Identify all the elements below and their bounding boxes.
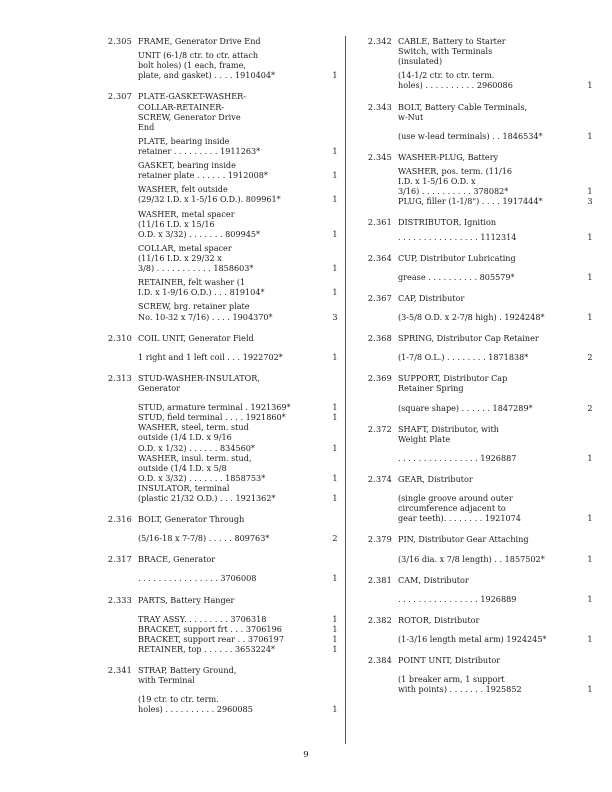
- part-quantity: 2: [332, 533, 338, 544]
- entry-number: 2.384: [367, 655, 392, 666]
- part-line: [138, 136, 342, 156]
- part-description-line: [398, 166, 597, 196]
- part-line: [398, 196, 597, 206]
- parts-entry: [352, 293, 597, 322]
- part-quantity: 1: [587, 452, 593, 463]
- part-quantity: 1: [332, 228, 338, 239]
- part-number: 3706196: [245, 623, 282, 634]
- part-number: 1857502*: [504, 553, 545, 564]
- part-description-line: [138, 453, 342, 483]
- parts-entry: [352, 373, 597, 412]
- part-description-line: [138, 614, 342, 624]
- entry-number: 2.341: [107, 665, 132, 676]
- part-line: [398, 634, 597, 644]
- part-quantity: 1: [332, 644, 338, 655]
- part-description: WASHER, steel, term. stud outside (1/4 I.D. x 9/16 O.D. x 1/32) . . . . . .: [138, 422, 249, 453]
- entry-title: CUP, Distributor Lubricating: [398, 252, 516, 263]
- entry-title: PIN, Distributor Gear Attaching: [398, 534, 529, 545]
- part-number: 809961*: [245, 194, 281, 205]
- part-line: [138, 412, 342, 422]
- part-quantity: 2: [587, 352, 593, 363]
- entry-number: 2.305: [107, 36, 132, 46]
- part-description: STUD, field terminal . . . .: [138, 412, 244, 423]
- part-quantity: 1: [332, 623, 338, 634]
- part-description-line: [398, 272, 597, 282]
- parts-entry: [352, 102, 597, 141]
- part-line: [138, 694, 342, 714]
- part-description: PLUG, filler (1-1/8") . . . .: [398, 196, 500, 207]
- part-number: 1912008*: [227, 170, 268, 181]
- left-column: [92, 36, 342, 726]
- entry-title: BOLT, Generator Through: [138, 514, 245, 525]
- part-line: [138, 277, 342, 297]
- entry-title: CAP, Distributor: [398, 292, 465, 303]
- part-line: [398, 70, 597, 90]
- part-description-line: [138, 644, 342, 654]
- entry-title: BOLT, Battery Cable Terminals, w-Nut: [398, 101, 528, 122]
- part-line: [138, 533, 342, 543]
- parts-entry: [352, 615, 597, 644]
- part-description-line: [138, 352, 342, 362]
- part-description: (1-3/16 length metal arm): [398, 633, 504, 644]
- part-number: 805579*: [479, 271, 515, 282]
- part-number: 2960086: [476, 80, 513, 91]
- part-description: WASHER, felt outside (29/32 I.D. x 1-5/16 O.D.).: [138, 184, 244, 205]
- part-number: 1926887: [480, 452, 517, 463]
- part-number: 1924248*: [504, 311, 545, 322]
- part-description-line: [398, 232, 597, 242]
- part-number: 3653224*: [235, 644, 276, 655]
- entry-title: POINT UNIT, Distributor: [398, 655, 501, 666]
- part-description-line: [398, 674, 597, 694]
- part-line: [138, 634, 342, 644]
- entry-number: 2.369: [367, 373, 392, 384]
- part-quantity: 1: [332, 194, 338, 205]
- entry-number: 2.345: [367, 151, 392, 162]
- part-description-line: [398, 594, 597, 604]
- part-line: [398, 403, 597, 413]
- parts-entry: [92, 554, 342, 583]
- part-description: grease . . . . . . . . . .: [398, 271, 478, 282]
- part-quantity: 1: [587, 186, 593, 197]
- part-number: 1858603*: [213, 263, 254, 274]
- entry-title: PLATE-GASKET-WASHER- COLLAR-RETAINER- SCREW, Generator Drive End: [138, 91, 246, 132]
- parts-entry: [352, 655, 597, 694]
- part-line: [398, 272, 597, 282]
- part-description-line: [398, 312, 597, 322]
- part-description: BRACKET, support rear . .: [138, 633, 246, 644]
- part-number: 378082*: [473, 186, 509, 197]
- parts-entry: [92, 595, 342, 655]
- part-description: WASHER, metal spacer (11/16 I.D. x 15/16 O.D. x 3/32) . . . . . . .: [138, 208, 235, 239]
- part-line: [138, 624, 342, 634]
- entry-number: 2.343: [367, 101, 392, 112]
- part-line: [138, 644, 342, 654]
- part-description-line: [138, 533, 342, 543]
- parts-entry: [92, 333, 342, 362]
- part-number: 3706318: [230, 613, 267, 624]
- part-description: . . . . . . . . . . . . . . . .: [138, 573, 218, 584]
- part-description: STUD, armature terminal .: [138, 402, 248, 413]
- part-quantity: 1: [587, 231, 593, 242]
- part-description-line: [138, 243, 342, 273]
- part-quantity: 1: [332, 442, 338, 453]
- part-quantity: 1: [587, 684, 593, 695]
- parts-entry: [352, 424, 597, 463]
- part-description: (single groove around outer circumference adjacent to gear teeth). . . . . . . .: [398, 493, 513, 524]
- part-description-line: [398, 131, 597, 141]
- part-description: GASKET, bearing inside retainer plate . . . . . .: [138, 160, 236, 181]
- part-number: 1926889: [480, 593, 517, 604]
- parts-entry: [92, 91, 342, 321]
- entry-title: CABLE, Battery to Starter Switch, with Terminals (insulated): [398, 36, 506, 67]
- part-line: [398, 312, 597, 322]
- part-number: 1846534*: [502, 130, 543, 141]
- parts-entry: [352, 534, 597, 563]
- part-line: [138, 243, 342, 273]
- part-line: [138, 209, 342, 239]
- part-description-line: [398, 453, 597, 463]
- entry-number: 2.381: [367, 574, 392, 585]
- entry-title: SPRING, Distributor Cap Retainer: [398, 333, 539, 344]
- part-quantity: 1: [332, 170, 338, 181]
- part-description-line: [138, 422, 342, 452]
- part-description-line: [138, 209, 342, 239]
- part-description-line: [138, 136, 342, 156]
- part-number: 1871838*: [488, 352, 529, 363]
- parts-entry: [352, 217, 597, 241]
- part-quantity: 1: [332, 573, 338, 584]
- part-line: [138, 160, 342, 180]
- entry-number: 2.372: [367, 423, 392, 434]
- parts-entry: [92, 514, 342, 543]
- entry-title: PARTS, Battery Hanger: [138, 594, 235, 605]
- part-line: [398, 166, 597, 196]
- entry-title: COIL UNIT, Generator Field: [138, 332, 254, 343]
- part-description: BRACKET, support frt . . .: [138, 623, 244, 634]
- entry-number: 2.368: [367, 333, 392, 344]
- part-line: [398, 352, 597, 362]
- part-quantity: 1: [587, 593, 593, 604]
- part-quantity: 1: [332, 472, 338, 483]
- part-number: 1921860*: [245, 412, 286, 423]
- part-number: 1847289*: [492, 402, 533, 413]
- part-description: RETAINER, top . . . . . .: [138, 644, 233, 655]
- part-description-line: [138, 50, 342, 80]
- entry-title: FRAME, Generator Drive End: [138, 36, 261, 46]
- part-description-line: [398, 634, 597, 644]
- part-number: 1922702*: [242, 351, 283, 362]
- part-description: UNIT (6-1/8 ctr. to ctr. attach bolt holes) (1 each, frame, plate, and gasket) . . . .: [138, 50, 259, 81]
- part-line: [138, 614, 342, 624]
- entry-number: 2.307: [107, 91, 132, 102]
- part-quantity: 1: [332, 351, 338, 362]
- part-description: (square shape) . . . . . .: [398, 402, 490, 413]
- part-line: [138, 422, 342, 452]
- part-number: 1925852: [485, 684, 522, 695]
- part-description: (1-7/8 O.L.) . . . . . . . .: [398, 352, 486, 363]
- entry-title: SUPPORT, Distributor Cap Retainer Spring: [398, 373, 508, 394]
- part-description-line: [138, 483, 342, 503]
- entry-number: 2.342: [367, 36, 392, 46]
- part-number: 1921074: [484, 513, 521, 524]
- part-number: 3706008: [220, 573, 257, 584]
- entry-number: 2.374: [367, 473, 392, 484]
- part-description: (3-5/8 O.D. x 2-7/8 high) .: [398, 311, 502, 322]
- part-line: [138, 352, 342, 362]
- part-quantity: 1: [332, 402, 338, 413]
- part-line: [398, 674, 597, 694]
- entry-number: 2.382: [367, 614, 392, 625]
- part-description-line: [138, 412, 342, 422]
- part-quantity: 1: [332, 412, 338, 423]
- part-quantity: 1: [332, 263, 338, 274]
- part-description-line: [398, 493, 597, 523]
- part-line: [138, 50, 342, 80]
- column-divider: [345, 36, 346, 744]
- right-column: [352, 36, 597, 705]
- parts-entry: [92, 36, 342, 80]
- part-number: 809763*: [234, 533, 270, 544]
- part-number: 1921362*: [235, 493, 276, 504]
- part-description-line: [138, 694, 342, 714]
- part-quantity: 1: [332, 633, 338, 644]
- part-description: (use w-lead terminals) . .: [398, 130, 500, 141]
- part-number: 1911263*: [220, 145, 261, 156]
- part-description: (1 breaker arm, 1 support with points) . . . . . . .: [398, 674, 505, 695]
- part-line: [138, 453, 342, 483]
- part-quantity: 1: [587, 271, 593, 282]
- part-line: [138, 184, 342, 204]
- entry-number: 2.317: [107, 554, 132, 565]
- parts-entry: [352, 575, 597, 604]
- part-number: 834560*: [220, 442, 255, 453]
- part-quantity: 3: [587, 196, 593, 207]
- entry-title: SHAFT, Distributor, with Weight Plate: [398, 423, 499, 444]
- part-description: (5/16-18 x 7-7/8) . . . . .: [138, 533, 232, 544]
- part-number: 2960085: [216, 704, 253, 715]
- parts-entry: [92, 665, 342, 714]
- entry-number: 2.310: [107, 332, 132, 343]
- part-number: 809945*: [225, 228, 261, 239]
- entry-title: STRAP, Battery Ground, with Terminal: [138, 665, 237, 686]
- parts-entry: [352, 253, 597, 282]
- part-description-line: [398, 196, 597, 206]
- part-description-line: [138, 634, 342, 644]
- part-line: [398, 554, 597, 564]
- part-number: 1904370*: [232, 311, 273, 322]
- part-line: [398, 594, 597, 604]
- part-quantity: 3: [332, 311, 338, 322]
- part-quantity: 1: [332, 704, 338, 715]
- part-quantity: 1: [332, 70, 338, 81]
- part-line: [138, 483, 342, 503]
- part-description-line: [398, 554, 597, 564]
- entry-title: STUD-WASHER-INSULATOR, Generator: [138, 372, 260, 393]
- part-description: WASHER, pos. term. (11/16 I.D. x 1-5/16 O.D. x 3/16) . . . . . . . . . .: [398, 165, 513, 197]
- part-number: 1858753*: [225, 472, 266, 483]
- entry-title: WASHER-PLUG, Battery: [398, 151, 499, 162]
- part-number: 1924245*: [506, 633, 547, 644]
- part-description: (3/16 dia. x 7/8 length) . .: [398, 553, 503, 564]
- part-description: INSULATOR, terminal (plastic 21/32 O.D.) . . .: [138, 482, 233, 504]
- part-description: . . . . . . . . . . . . . . . .: [398, 593, 478, 604]
- part-quantity: 1: [587, 130, 593, 141]
- part-quantity: 1: [587, 513, 593, 524]
- part-number: 1917444*: [502, 196, 543, 207]
- part-description: RETAINER, felt washer (1 I.D. x 1-9/16 O.D.) . . .: [138, 277, 246, 298]
- entry-number: 2.313: [107, 372, 132, 383]
- part-description-line: [398, 70, 597, 90]
- part-quantity: 1: [587, 553, 593, 564]
- entry-title: BRACE, Generator: [138, 554, 216, 565]
- part-line: [398, 493, 597, 523]
- entry-number: 2.379: [367, 534, 392, 545]
- part-quantity: 1: [587, 633, 593, 644]
- part-description: (19 ctr. to ctr. term. holes) . . . . . . . . . .: [138, 694, 219, 715]
- part-description-line: [138, 184, 342, 204]
- part-description-line: [138, 402, 342, 412]
- entry-title: ROTOR, Distributor: [398, 614, 480, 625]
- part-quantity: 1: [587, 80, 593, 91]
- entry-title: CAM, Distributor: [398, 574, 469, 585]
- part-description: . . . . . . . . . . . . . . . .: [398, 452, 478, 463]
- part-number: 3706197: [247, 633, 284, 644]
- part-description-line: [138, 301, 342, 321]
- parts-entry: [352, 474, 597, 523]
- parts-entry: [352, 152, 597, 207]
- part-number: 1910404*: [235, 70, 276, 81]
- part-line: [138, 402, 342, 412]
- part-description: PLATE, bearing inside retainer . . . . . . . . .: [138, 135, 230, 156]
- entry-title: DISTRIBUTOR, Ignition: [398, 217, 497, 228]
- part-line: [138, 573, 342, 583]
- part-number: 819104*: [229, 287, 265, 298]
- part-quantity: 1: [332, 145, 338, 156]
- parts-entry: [352, 333, 597, 362]
- part-line: [398, 131, 597, 141]
- part-quantity: 1: [587, 311, 593, 322]
- part-description-line: [138, 277, 342, 297]
- part-description-line: [398, 352, 597, 362]
- part-description: COLLAR, metal spacer (11/16 I.D. x 29/32 x 3/8) . . . . . . . . . . .: [138, 242, 232, 274]
- part-quantity: 1: [332, 493, 338, 504]
- part-quantity: 2: [587, 402, 593, 413]
- part-number: 1921369*: [250, 402, 291, 413]
- part-description: WASHER, insul. term. stud, outside (1/4 I.D. x 5/8 O.D. x 3/32) . . . . . . .: [138, 452, 252, 483]
- entry-number: 2.364: [367, 252, 392, 263]
- part-quantity: 1: [332, 287, 338, 298]
- part-line: [398, 232, 597, 242]
- entry-number: 2.367: [367, 292, 392, 303]
- part-quantity: 1: [332, 613, 338, 624]
- part-description: TRAY ASSY. . . . . . . . .: [138, 613, 228, 624]
- part-line: [398, 453, 597, 463]
- part-description-line: [138, 160, 342, 180]
- parts-entry: [352, 36, 597, 91]
- part-description-line: [138, 624, 342, 634]
- part-description: (14-1/2 ctr. to ctr. term. holes) . . . . . . . . . .: [398, 70, 495, 91]
- part-line: [138, 301, 342, 321]
- page-number: 9: [303, 750, 309, 760]
- part-description: . . . . . . . . . . . . . . . .: [398, 231, 478, 242]
- entry-number: 2.333: [107, 594, 132, 605]
- part-description: SCREW, brg. retainer plate No. 10-32 x 7/16) . . . .: [138, 301, 250, 322]
- entry-number: 2.316: [107, 514, 132, 525]
- parts-entry: [92, 373, 342, 503]
- part-number: 1112314: [480, 231, 517, 242]
- part-description: 1 right and 1 left coil . . .: [138, 351, 241, 362]
- entry-title: GEAR, Distributor: [398, 473, 473, 484]
- part-description-line: [398, 403, 597, 413]
- part-description-line: [138, 573, 342, 583]
- entry-number: 2.361: [367, 217, 392, 228]
